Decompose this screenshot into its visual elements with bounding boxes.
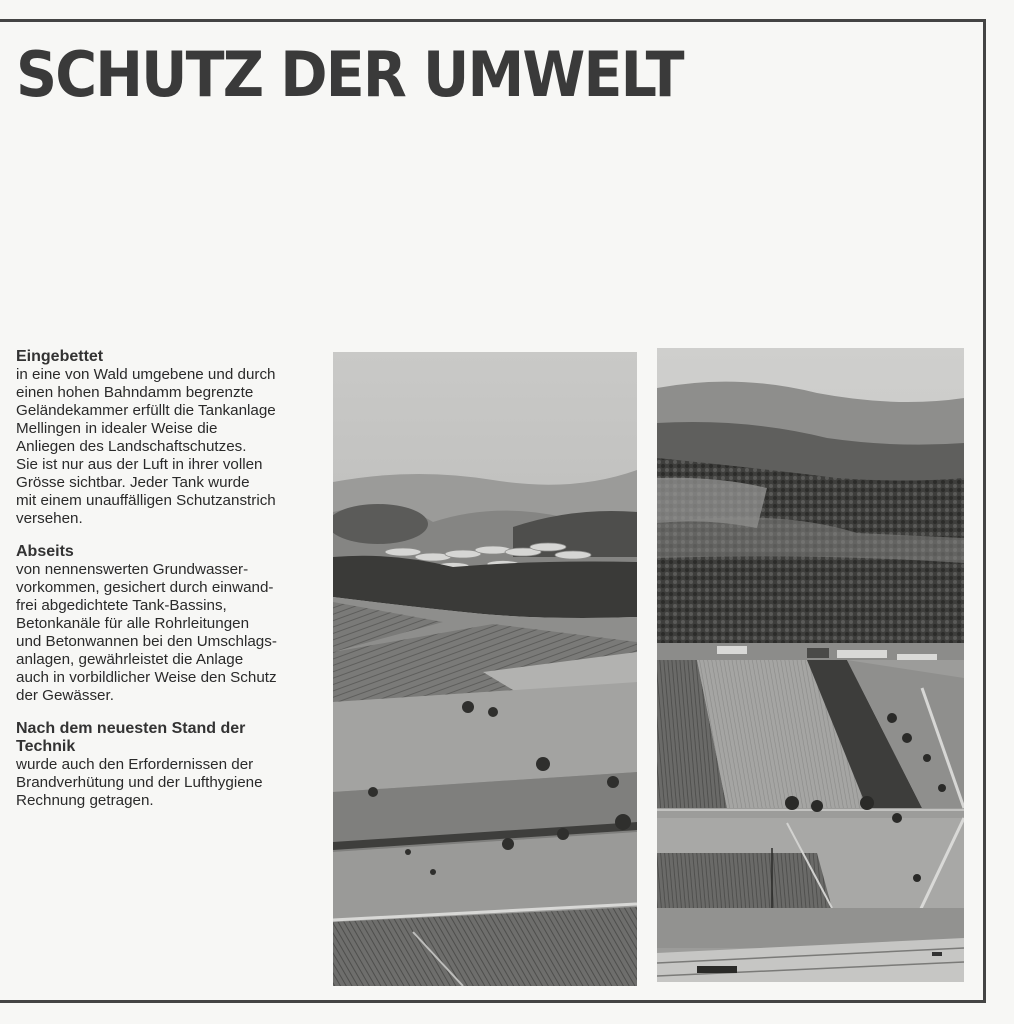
section-heading: Abseits	[16, 543, 74, 560]
section-eingebettet	[16, 348, 328, 528]
section-heading: Nach dem neuesten Stand der Technik	[16, 720, 246, 755]
aerial-photo-forest-fields	[657, 348, 964, 982]
aerial-photo-tank-farm	[333, 352, 637, 986]
text-column	[16, 348, 328, 825]
page-title: SCHUTZ DER UMWELT	[16, 38, 683, 111]
section-abseits	[16, 543, 328, 705]
section-body: wurde auch den Erfordernissen der Brandverhütung und der Lufthygiene Rechnung getragen.	[16, 756, 263, 809]
section-body: von nennenswerten Grundwasser- vorkommen, gesichert durch einwand- frei abgedichtete Tank-Bassins, Betonkanäle für alle Rohrleitungen und Betonwannen bei den Umschlags- anlagen, gewährleistet die Anlage auch in vorbildlicher Weise den Schutz der Gewässer.	[16, 561, 277, 704]
section-technik	[16, 720, 328, 810]
section-body: in eine von Wald umgebene und durch einen hohen Bahndamm begrenzte Geländekammer erfüllt die Tankanlage Mellingen in idealer Weise die Anliegen des Landschaftschutzes. Sie ist nur aus der Luft in ihrer vollen Grösse sichtbar. Jeder Tank wurde mit einem unauffälligen Schutzanstrich versehen.	[16, 366, 276, 527]
section-heading: Eingebettet	[16, 348, 104, 365]
